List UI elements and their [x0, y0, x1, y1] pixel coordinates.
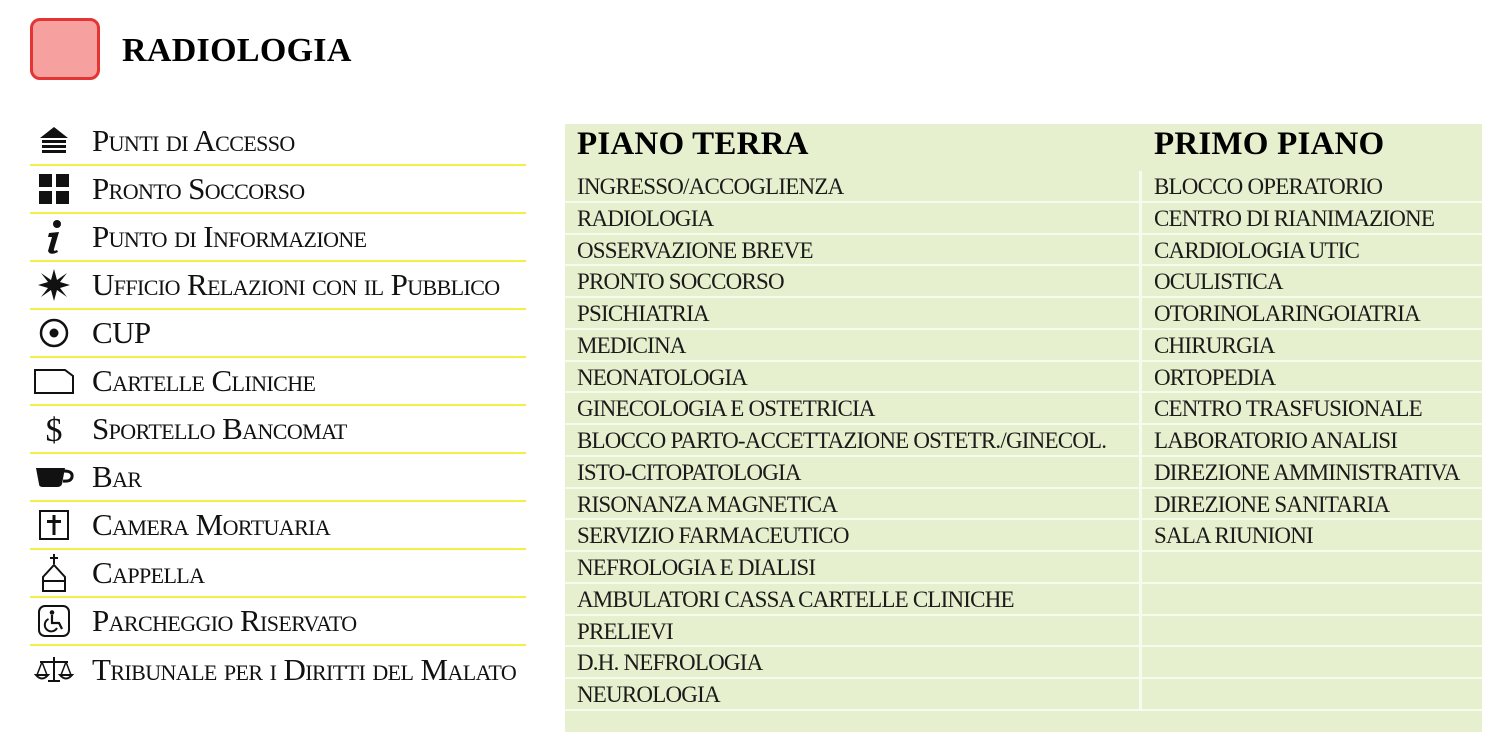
first-aid-cross-icon	[32, 169, 76, 209]
ground-floor-column	[565, 124, 1142, 711]
star-burst-icon	[32, 265, 76, 305]
department-row: NEUROLOGIA	[565, 679, 1142, 711]
chapel-icon	[32, 553, 76, 593]
legend-item-parcheggio-riservato	[30, 598, 526, 646]
legend-label: Bar	[92, 459, 142, 494]
department-row: LABORATORIO ANALISI	[1142, 425, 1482, 457]
coffee-cup-icon	[32, 457, 76, 497]
department-row: PRONTO SOCCORSO	[565, 266, 1142, 298]
department-row: ISTO-CITOPATOLOGIA	[565, 457, 1142, 489]
legend-label: Pronto Soccorso	[92, 171, 305, 206]
first-floor-title: PRIMO PIANO	[1154, 126, 1385, 162]
wheelchair-icon	[32, 601, 76, 641]
legend-label: Ufficio Relazioni con il Pubblico	[92, 267, 500, 302]
department-row: PRELIEVI	[565, 616, 1142, 648]
entrance-arrow-icon	[32, 121, 76, 161]
legend-label: Punti di Accesso	[92, 123, 295, 158]
legend-label: Sportello Bancomat	[92, 411, 347, 446]
legend-item-sportello-bancomat	[30, 406, 526, 454]
ground-floor-title: PIANO TERRA	[577, 126, 809, 162]
department-row: AMBULATORI CASSA CARTELLE CLINICHE	[565, 584, 1142, 616]
legend-item-bar	[30, 454, 526, 502]
scales-icon	[32, 650, 76, 690]
department-row: OCULISTICA	[1142, 266, 1482, 298]
target-circle-icon	[32, 313, 76, 353]
department-row: NEONATOLOGIA	[565, 362, 1142, 394]
legend-label: Camera Mortuaria	[92, 507, 331, 542]
department-row: MEDICINA	[565, 330, 1142, 362]
department-row	[1142, 679, 1482, 711]
departments-panel	[565, 124, 1482, 732]
department-row	[1142, 616, 1482, 648]
department-row	[1142, 552, 1482, 584]
legend	[30, 118, 526, 694]
department-row: CENTRO DI RIANIMAZIONE	[1142, 203, 1482, 235]
legend-item-urp	[30, 262, 526, 310]
department-row: CARDIOLOGIA UTIC	[1142, 235, 1482, 267]
department-row: BLOCCO PARTO-ACCETTAZIONE OSTETR./GINECOL.	[565, 425, 1142, 457]
department-row: CHIRURGIA	[1142, 330, 1482, 362]
department-row: NEFROLOGIA E DIALISI	[565, 552, 1142, 584]
radiologia-color-swatch	[30, 18, 100, 80]
legend-label: Parcheggio Riservato	[92, 603, 357, 638]
page-title: RADIOLOGIA	[122, 32, 352, 69]
legend-label: Cappella	[92, 555, 205, 590]
first-floor-list	[1142, 171, 1482, 711]
department-row: DIREZIONE SANITARIA	[1142, 489, 1482, 521]
legend-label: CUP	[92, 315, 151, 350]
department-row: INGRESSO/ACCOGLIENZA	[565, 171, 1142, 203]
legend-item-cartelle-cliniche	[30, 358, 526, 406]
legend-label: Cartelle Cliniche	[92, 363, 316, 398]
department-row: DIREZIONE AMMINISTRATIVA	[1142, 457, 1482, 489]
legend-item-punto-di-informazione	[30, 214, 526, 262]
legend-item-cappella	[30, 550, 526, 598]
department-row: OTORINOLARINGOIATRIA	[1142, 298, 1482, 330]
legend-item-camera-mortuaria	[30, 502, 526, 550]
department-row: OSSERVAZIONE BREVE	[565, 235, 1142, 267]
department-row: GINECOLOGIA E OSTETRICIA	[565, 393, 1142, 425]
folder-icon	[32, 361, 76, 401]
svg-text:$: $	[45, 412, 63, 448]
info-icon	[32, 217, 76, 257]
department-row: SERVIZIO FARMACEUTICO	[565, 520, 1142, 552]
legend-item-tribunale	[30, 646, 526, 694]
cross-box-icon	[32, 505, 76, 545]
department-row: D.H. NEFROLOGIA	[565, 647, 1142, 679]
legend-label: Tribunale per i Diritti del Malato	[92, 652, 517, 687]
first-floor-column	[1142, 124, 1482, 711]
legend-label: Punto di Informazione	[92, 219, 367, 254]
ground-floor-list	[565, 171, 1142, 711]
department-row: CENTRO TRASFUSIONALE	[1142, 393, 1482, 425]
legend-item-punti-di-accesso	[30, 118, 526, 166]
legend-item-pronto-soccorso	[30, 166, 526, 214]
department-row: BLOCCO OPERATORIO	[1142, 171, 1482, 203]
department-row	[1142, 584, 1482, 616]
department-row: ORTOPEDIA	[1142, 362, 1482, 394]
department-row	[1142, 647, 1482, 679]
department-row: RISONANZA MAGNETICA	[565, 489, 1142, 521]
legend-item-cup	[30, 310, 526, 358]
department-row: RADIOLOGIA	[565, 203, 1142, 235]
department-row: SALA RIUNIONI	[1142, 520, 1482, 552]
dollar-icon	[32, 409, 76, 449]
department-row: PSICHIATRIA	[565, 298, 1142, 330]
